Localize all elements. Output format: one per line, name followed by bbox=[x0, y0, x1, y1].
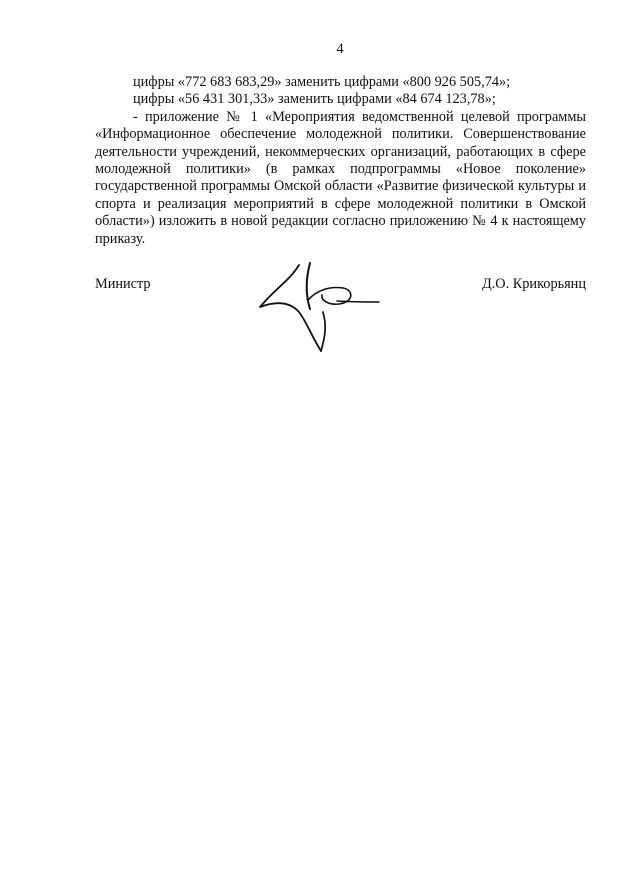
amendment-line-1: цифры «772 683 683,29» заменить цифрами «800 926 505,74»; bbox=[133, 74, 511, 90]
page-number: 4 bbox=[336, 41, 344, 57]
signatory-name: Д.О. Крикорьянц bbox=[481, 276, 586, 292]
amendment-paragraph: - приложение № 1 «Мероприятия ведомственной целевой программы «Информационное обеспечение молодежной политики. Совершенствование деятельности учреждений, некоммерческих организаций, работающих в сфере молодежной политики» (в рамках подпрограммы «Новое поколение» государственной программы Омской области «Развитие физической культуры и спорта и реализация мероприятий в сфере молодежной политики в Омской области») изложить в новой редакции согласно приложению № 4 к настоящему приказу. bbox=[95, 108, 586, 247]
amendment-line-2: цифры «56 431 301,33» заменить цифрами «84 674 123,78»; bbox=[133, 91, 496, 108]
handwritten-signature bbox=[255, 255, 380, 355]
signatory-title: Министр bbox=[95, 276, 151, 292]
document-body bbox=[95, 74, 586, 248]
